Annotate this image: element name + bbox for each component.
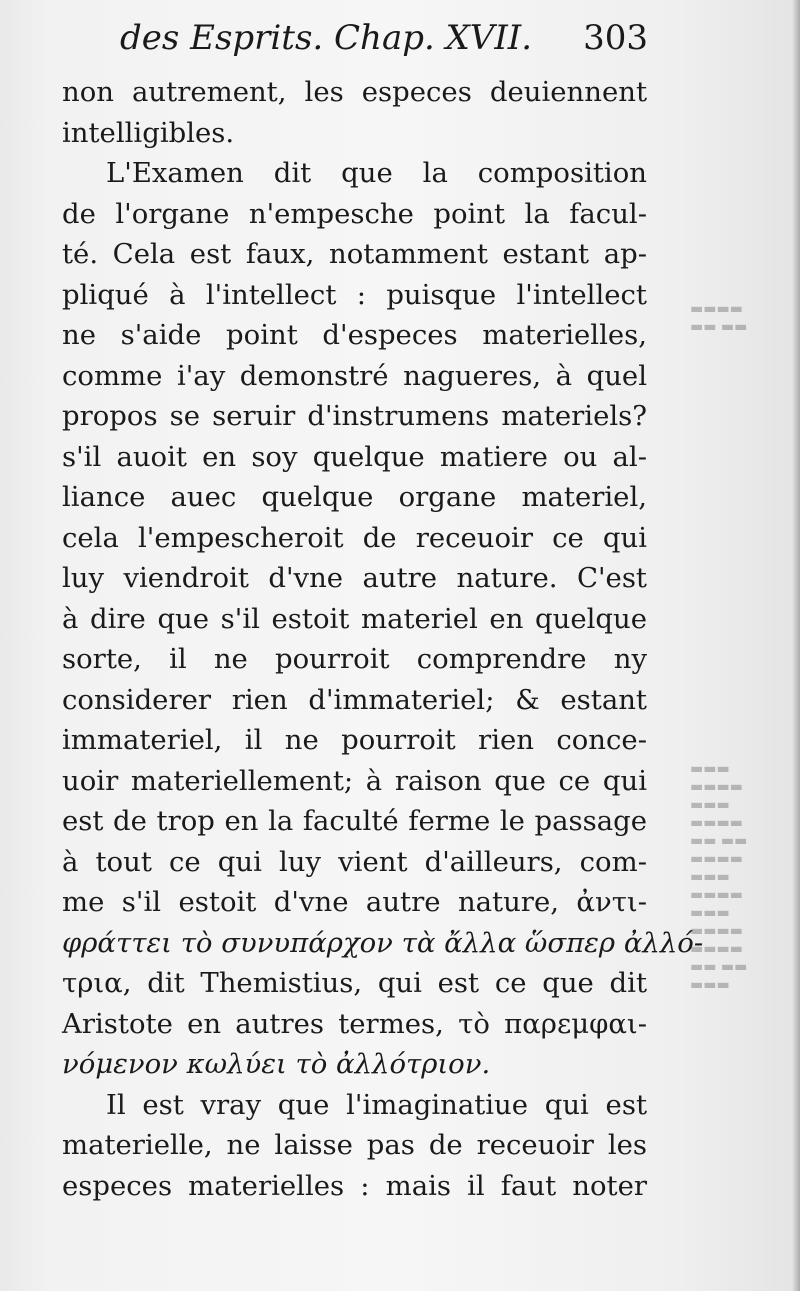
text-line: de l'organe n'empesche point la facul- [62,197,647,230]
body-text [62,72,704,1206]
text-line: τρια, dit Themistius, qui est ce que dit [62,967,647,999]
text-line: uoir materiellement; à raison que ce qui [62,764,647,797]
text-line: propos se seruir d'instrumens materiels? [62,400,647,432]
text-line-greek: φράττει τὸ συνυπάρχον τὰ ἄλλα ὥσπερ ἀλλό- [62,926,704,959]
running-title: des Esprits. Chap. XVII. [120,18,533,58]
text-line: me s'il estoit d'vne autre nature, ἀντι- [62,886,647,918]
text-line: non autrement, les especes deuiennent [62,76,647,108]
text-line: Aristote en autres termes, τὸ παρεμφαι- [62,1007,647,1040]
text-line-greek: νόμενον κωλύει τὸ ἀλλότριον. [62,1048,491,1080]
show-through-text: ▬▬▬ ▬▬▬▬ ▬▬▬ ▬▬▬▬ ▬▬ ▬▬ ▬▬▬▬ ▬▬▬ ▬▬▬▬ ▬▬▬ ▬▬▬▬ ▬▬▬▬ ▬▬ ▬▬ ▬▬▬ [690,761,748,993]
text-line: intelligibles. [62,116,235,149]
text-line: s'il auoit en soy quelque matiere ou al- [62,440,647,473]
text-line: comme i'ay demonstré nagueres, à quel [62,359,647,392]
text-line: considerer rien d'immateriel; & estant [62,683,647,716]
text-line: est de trop en la faculté ferme le passage [62,805,647,837]
text-line: pliqué à l'intellect : puisque l'intellect [62,278,647,311]
running-head [120,18,648,70]
text-line: à tout ce qui luy vient d'ailleurs, com- [62,845,647,878]
text-line: Il est vray que l'imaginatiue qui est [106,1088,647,1121]
text-line: té. Cela est faux, notamment estant ap- [62,238,647,270]
text-line: ne s'aide point d'especes materielles, [62,319,647,351]
text-line: especes materielles : mais il faut noter [62,1169,647,1202]
page-number: 303 [583,18,648,58]
text-line: à dire que s'il estoit materiel en quelque [62,602,647,635]
text-line: materielle, ne laisse pas de receuoir les [62,1129,647,1161]
text-line: liance auec quelque organe materiel, [62,481,647,513]
text-line: L'Examen dit que la composition [106,157,647,189]
text-line: cela l'empescheroit de receuoir ce qui [62,521,647,554]
text-line: immateriel, il ne pourroit rien conce- [62,724,647,756]
text-line: luy viendroit d'vne autre nature. C'est [62,562,647,594]
text-line: sorte, il ne pourroit comprendre ny [62,643,647,675]
show-through-text: ▬▬▬▬ ▬▬ ▬▬ [690,301,748,335]
